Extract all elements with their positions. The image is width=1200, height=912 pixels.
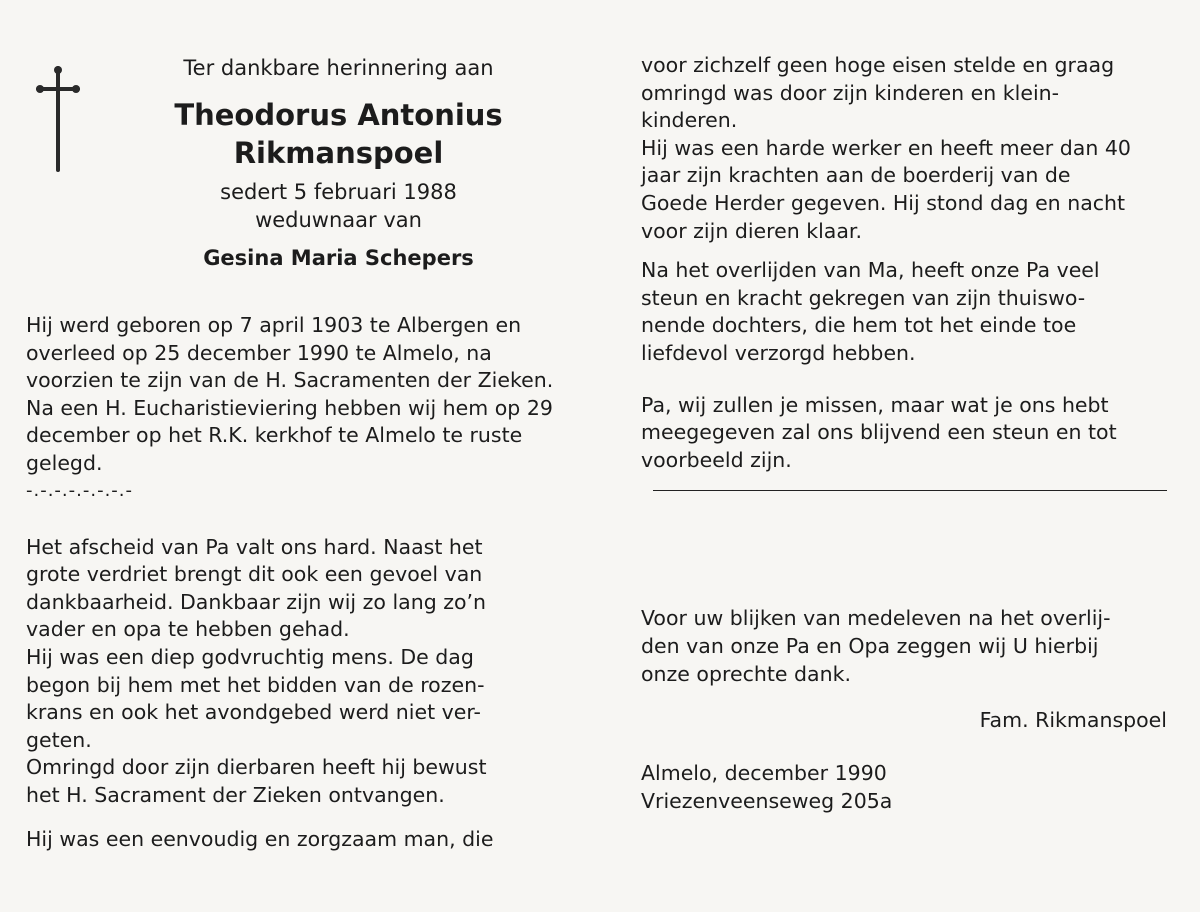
character-paragraph-start [26,826,556,854]
intro-text: Ter dankbare herinnering aan [183,56,494,80]
text-line: kinderen. [641,108,738,133]
place-and-address [641,760,1167,815]
text-line: Na een H. Eucharistieviering hebben wij hem op 29 [26,395,553,420]
farewell-paragraph [26,534,556,810]
family-signature: Fam. Rikmanspoel [979,708,1167,733]
text-line: Goede Herder gegeven. Hij stond dag en nacht [641,190,1126,215]
text-line: nende dochters, die hem tot het einde toe [641,313,1077,338]
text-line: jaar zijn krachten aan de boerderij van de [641,163,1071,188]
text-line: Het afscheid van Pa valt ons hard. Naast het [26,534,483,559]
missing-paragraph [641,392,1167,475]
deceased-name [126,96,551,172]
text-line: begon bij hem met het bidden van de rozen- [26,672,485,697]
text-line: voor zijn dieren klaar. [641,218,862,243]
text-line: steun en kracht gekregen van zijn thuiswo- [641,285,1086,310]
text-line: gelegd. [26,450,103,475]
spouse-name: Gesina Maria Schepers [203,246,474,270]
birth-death-paragraph [26,312,556,478]
right-column [641,52,1167,815]
text-line: Omringd door zijn dierbaren heeft hij bewust [26,755,487,780]
text-line: Pa, wij zullen je missen, maar wat je ons hebt [641,392,1109,417]
text-line: meegegeven zal ons blijvend een steun en tot [641,420,1117,445]
separator: -.-.-.-.-.-.-.- [26,479,134,501]
text-line: Voor uw blijken van medeleven na het overlij- [641,606,1111,631]
text-line: Hij was een eenvoudig en zorgzaam man, die [26,826,494,851]
text-line: Hij werd geboren op 7 april 1903 te Albergen en [26,313,522,337]
text-line: Na het overlijden van Ma, heeft onze Pa veel [641,258,1100,283]
text-line: december op het R.K. kerkhof te Almelo te ruste [26,423,523,448]
left-column [26,54,556,853]
divider-line [653,490,1167,491]
text-line: voorbeeld zijn. [641,447,792,472]
text-line: het H. Sacrament der Zieken ontvangen. [26,782,445,807]
place-date: Almelo, december 1990 [641,761,887,786]
text-line: den van onze Pa en Opa zeggen wij U hierbij [641,633,1099,658]
widowed-since [126,178,551,234]
text-line: onze oprechte dank. [641,661,851,686]
widowed-since-date: sedert 5 februari 1988 [220,180,457,204]
text-line: liefdevol verzorgd hebben. [641,340,916,365]
text-line: voor zichzelf geen hoge eisen stelde en graag [641,53,1115,77]
care-paragraph [641,257,1167,367]
address: Vriezenveenseweg 205a [641,788,893,813]
widower-of-label: weduwnaar van [255,208,422,232]
card-header [126,54,551,272]
text-line: Hij was een diep godvruchtig mens. De dag [26,644,474,669]
text-line: vader en opa te hebben gehad. [26,617,350,642]
deceased-name-line1: Theodorus Antonius [174,98,503,132]
thanks-paragraph [641,605,1167,688]
text-line: Hij was een harde werker en heeft meer dan 40 [641,135,1131,160]
character-paragraph-continued [641,52,1167,245]
text-line: voorzien te zijn van de H. Sacramenten der Zieken. [26,368,554,393]
text-line: geten. [26,727,92,752]
text-line: overleed op 25 december 1990 te Almelo, na [26,340,492,365]
text-line: dankbaarheid. Dankbaar zijn wij zo lang zo’n [26,589,487,614]
text-line: krans en ook het avondgebed werd niet ver- [26,700,481,725]
text-line: grote verdriet brengt dit ook een gevoel van [26,562,483,587]
text-line: omringd was door zijn kinderen en klein- [641,80,1060,105]
deceased-name-line2: Rikmanspoel [233,136,444,170]
